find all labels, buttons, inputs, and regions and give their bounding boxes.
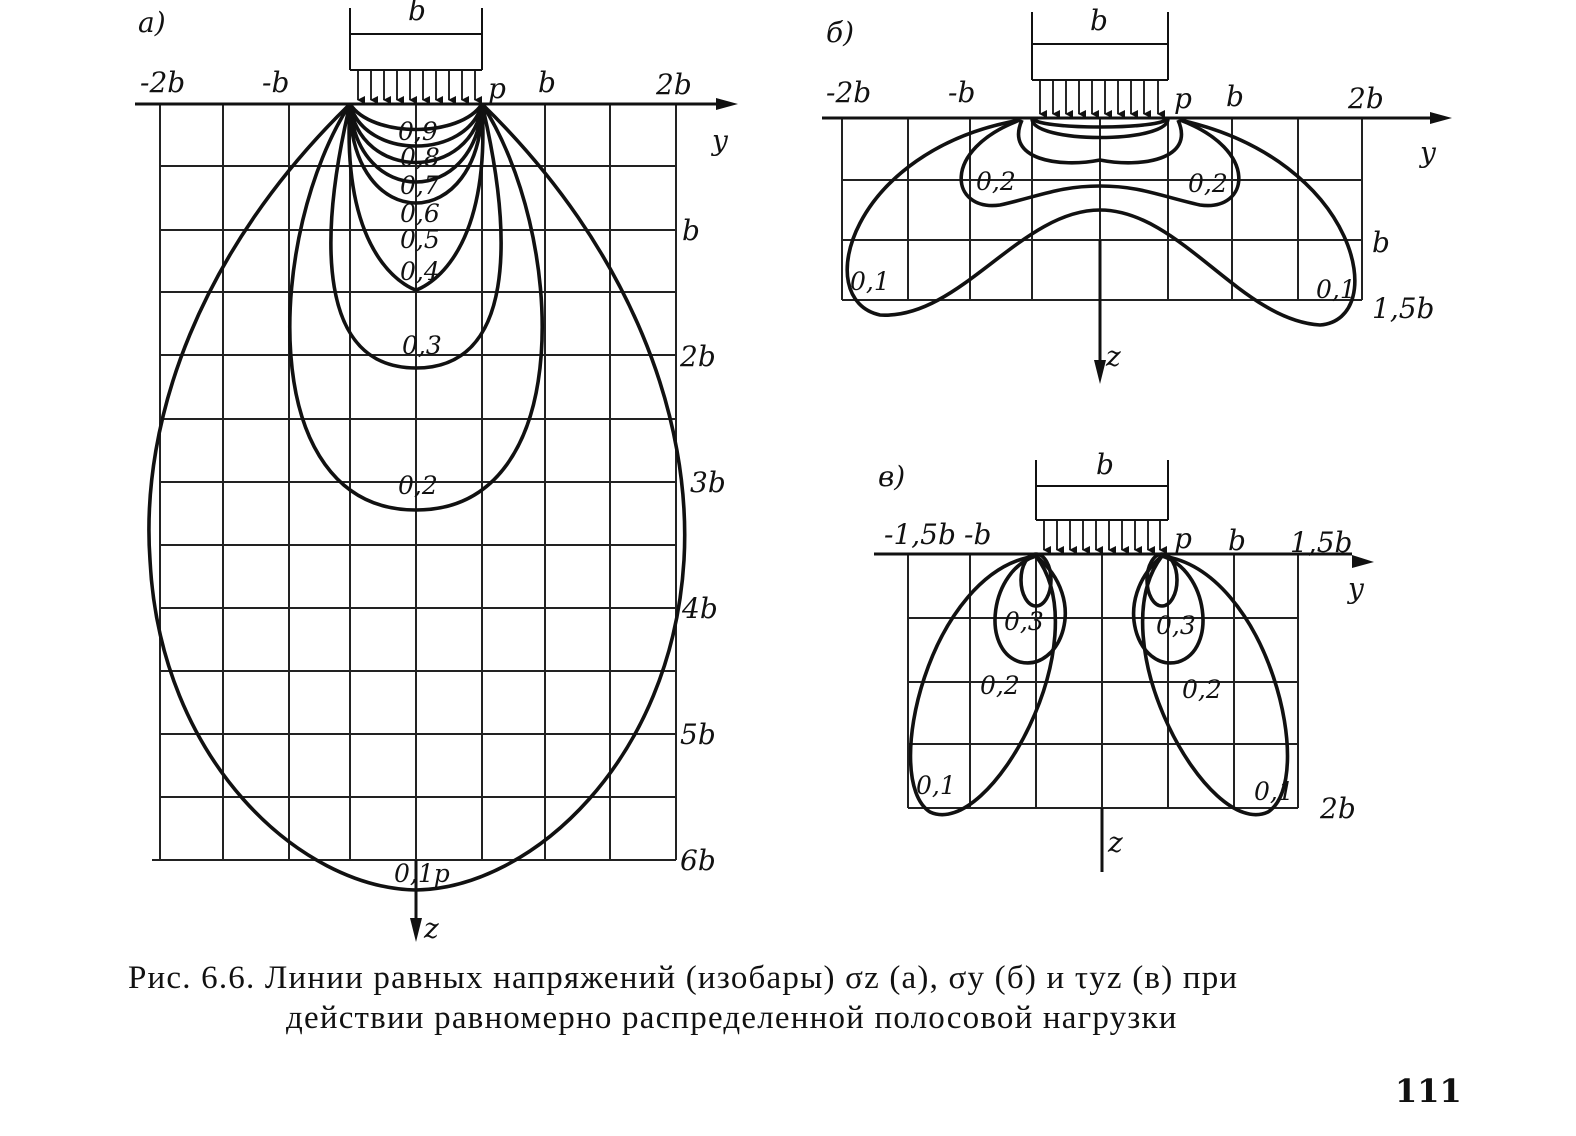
isobar-label: 0,6 xyxy=(400,199,440,228)
isobar-label: 0,2 xyxy=(1188,169,1228,198)
isobar-label: 0,8 xyxy=(400,143,440,172)
isobar-label: 0,2 xyxy=(1182,675,1222,704)
isobar-label: 0,3 xyxy=(1156,611,1196,640)
panel-a-depth-tick: b xyxy=(682,214,700,247)
panel-a-xtick: -b xyxy=(262,66,290,99)
caption-line-2: действии равномерно распределенной полосовой нагрузки xyxy=(286,1000,1178,1036)
isobar-label: 0,3 xyxy=(1004,607,1044,636)
panel-b-load-label: p xyxy=(1174,82,1192,115)
panel-v-axis-z: z xyxy=(1108,826,1123,859)
isobar-label: 0,1 xyxy=(850,267,890,296)
panel-b-tag: б) xyxy=(826,16,855,49)
panel-b-width-label: b xyxy=(1090,4,1108,37)
panel-b-axis-y: y xyxy=(1420,136,1436,169)
panel-v-xtick: -1,5b xyxy=(884,518,956,551)
panel-v-xtick: 1,5b xyxy=(1290,526,1353,559)
panel-v-grid xyxy=(908,554,1298,808)
panel-b-depth-tick: 1,5b xyxy=(1372,292,1435,325)
panel-v-axis-y: y xyxy=(1348,572,1364,605)
panel-a-labels xyxy=(138,0,729,945)
isobar-label: 0,7 xyxy=(400,171,440,200)
panel-a-tag: а) xyxy=(138,6,166,39)
panel-v-xtick: -b xyxy=(964,518,992,551)
panel-v-tag: в) xyxy=(878,460,906,493)
isobar-label: 0,1 xyxy=(916,771,956,800)
panel-v-isobars xyxy=(910,554,1287,815)
isobar-label: 0,2 xyxy=(976,167,1016,196)
isobar-label: 0,4 xyxy=(400,257,440,286)
panel-a-axis-y: y xyxy=(712,124,728,157)
panel-a-depth-tick: 5b xyxy=(680,718,716,751)
page-number: 111 xyxy=(1395,1072,1462,1110)
caption-line-1: Рис. 6.6. Линии равных напряжений (изобары) σz (а), σy (б) и τyz (в) при xyxy=(128,960,1239,996)
panel-v-load-label: p xyxy=(1174,522,1192,555)
panel-v-xtick: b xyxy=(1228,524,1246,557)
panel-a-depth-tick: 6b xyxy=(680,844,716,877)
panel-b-xtick: -2b xyxy=(826,76,872,109)
panel-b-depth-tick: b xyxy=(1372,226,1390,259)
panel-v-labels xyxy=(878,448,1365,859)
panel-a-load-label: p xyxy=(488,72,506,105)
panel-b xyxy=(822,4,1452,384)
figure-caption xyxy=(128,958,1458,1038)
isobar-label: 0,1 xyxy=(1316,275,1356,304)
isobar-label: 0,2 xyxy=(398,471,438,500)
panel-a-depth-tick: 4b xyxy=(682,592,718,625)
panel-a-xtick: -2b xyxy=(140,66,186,99)
panel-b-xtick: 2b xyxy=(1348,82,1384,115)
isobar-label: 0,3 xyxy=(402,331,442,360)
panel-a-xtick: 2b xyxy=(656,68,692,101)
panel-v xyxy=(874,448,1374,872)
isobar-label: 0,1p xyxy=(394,859,450,888)
isobar-label: 0,9 xyxy=(398,117,438,146)
panel-a-depth-tick: 2b xyxy=(680,340,716,373)
panel-a-depth-tick: 3b xyxy=(690,466,726,499)
panel-v-depth-tick: 2b xyxy=(1320,792,1356,825)
panel-b-xtick: b xyxy=(1226,80,1244,113)
panel-v-width-label: b xyxy=(1096,448,1114,481)
panel-b-xtick: -b xyxy=(948,76,976,109)
isobar-label: 0,5 xyxy=(400,225,440,254)
isobar-label: 0,1 xyxy=(1254,777,1294,806)
panel-b-axis-z: z xyxy=(1106,340,1121,373)
panel-a-axis-z: z xyxy=(424,912,439,945)
isobar-label: 0,2 xyxy=(980,671,1020,700)
panel-a-xtick: b xyxy=(538,66,556,99)
panel-a-width-label: b xyxy=(408,0,426,27)
panel-a xyxy=(135,0,738,945)
